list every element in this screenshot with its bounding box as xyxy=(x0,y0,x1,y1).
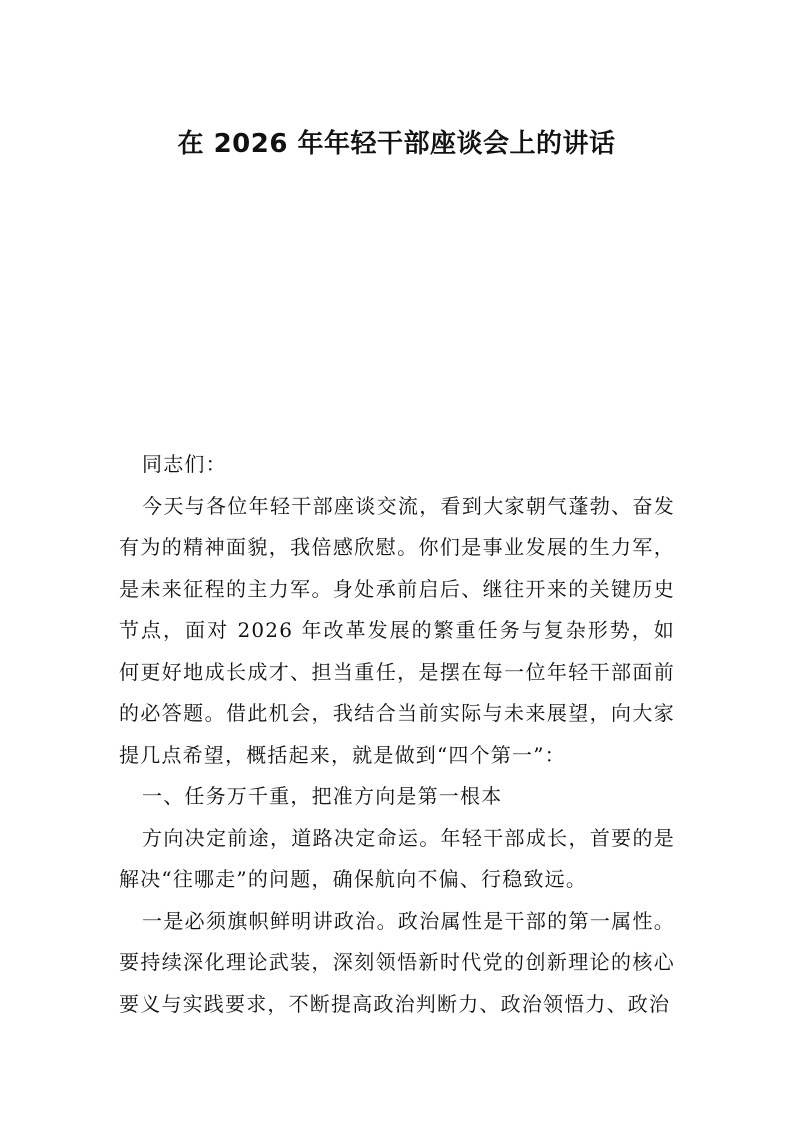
salutation-paragraph: 同志们： xyxy=(142,452,227,476)
section-1-point-1-paragraph: 一是必须旗帜鲜明讲政治。政治属性是干部的第一属性。要持续深化理论武装，深刻领悟新时代党的创新理论的核心要义与实践要求，不断提高政治判断力、政治领悟力、政治 xyxy=(119,908,675,1016)
document-title: 在 2026 年年轻干部座谈会上的讲话 xyxy=(177,129,616,159)
section-1-paragraph: 方向决定前途，道路决定命运。年轻干部成长，首要的是解决“往哪走”的问题，确保航向不偏、行稳致远。 xyxy=(119,825,675,891)
intro-paragraph: 今天与各位年轻干部座谈交流，看到大家朝气蓬勃、奋发有为的精神面貌，我倍感欣慰。你们是事业发展的生力军，是未来征程的主力军。身处承前启后、继往开来的关键历史节点，面对 2026 年改革发展的繁重任务与复杂形势，如何更好地成长成才、担当重任，是摆在每一位年轻干部面前的必答题。借此机会，我结合当前实际与未来展望，向大家提几点希望，概括起来，就是做到“四个第一”： xyxy=(119,493,675,767)
section-heading-1: 一、任务万千重，把准方向是第一根本 xyxy=(142,784,503,808)
document-body xyxy=(119,444,675,1025)
